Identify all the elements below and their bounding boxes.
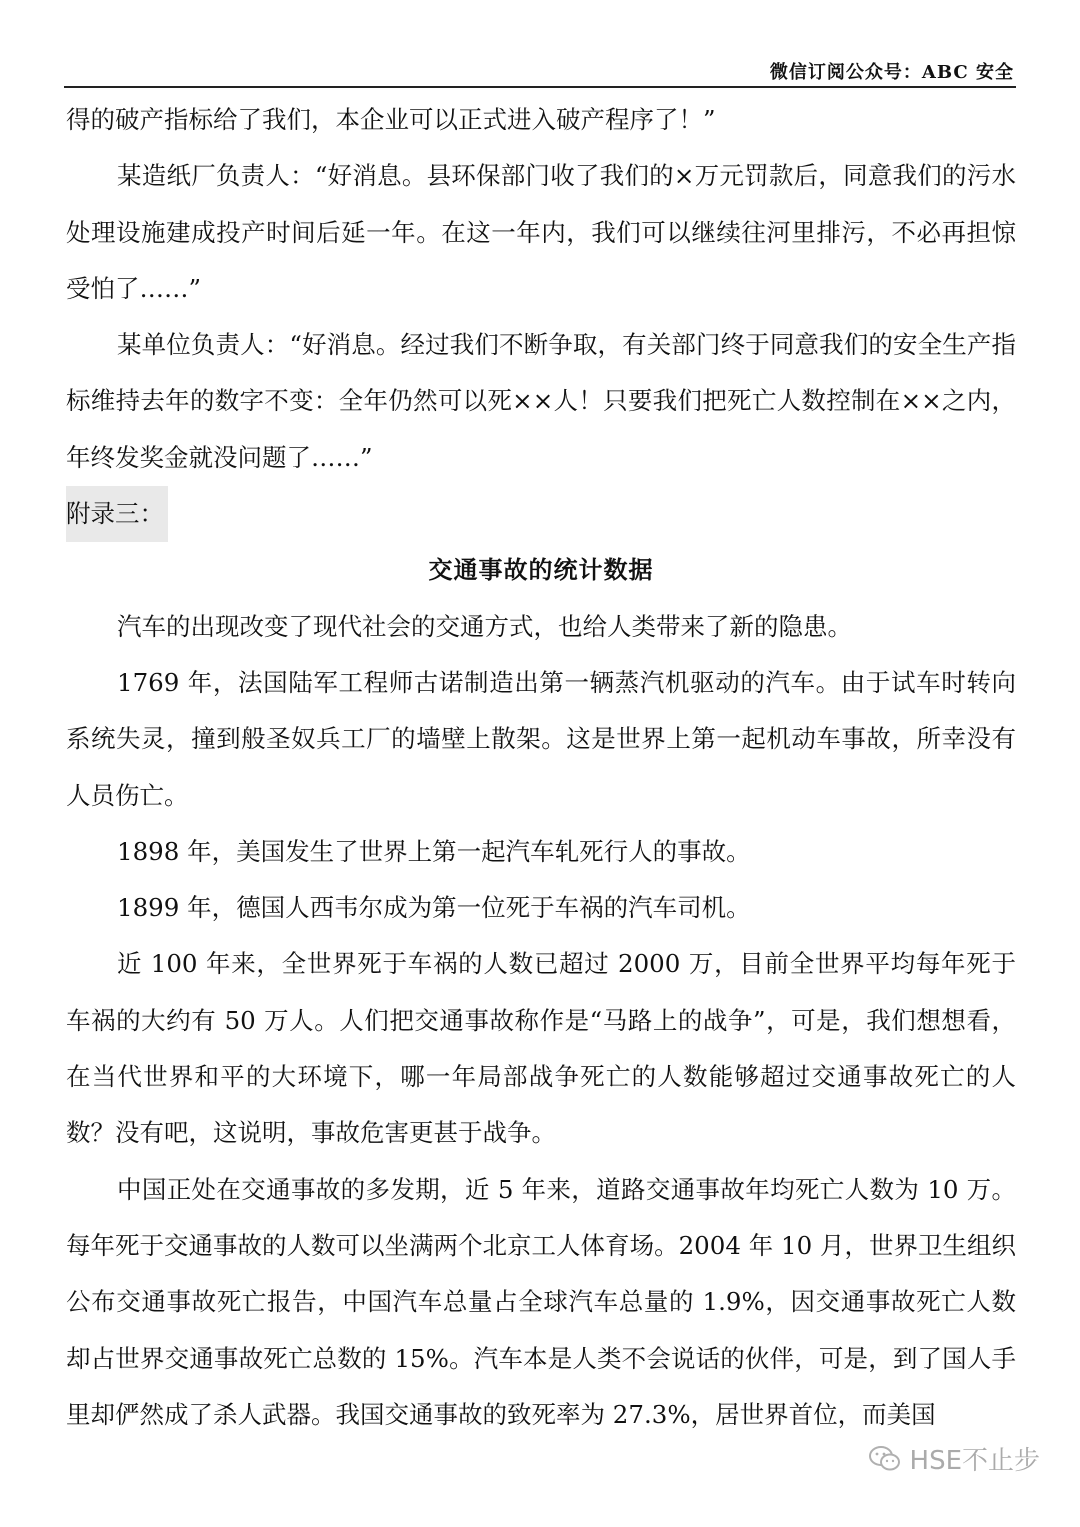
paragraph-continued: 得的破产指标给了我们，本企业可以正式进入破产程序了！” [66, 105, 716, 134]
paragraph-1898: 1898 年，美国发生了世界上第一起汽车轧死行人的事故。 [117, 836, 751, 866]
paragraph-1769: 1769 年，法国陆军工程师古诺制造出第一辆蒸汽机驱动的汽车。由于试车时转向系统失灵，撞到般圣奴兵工厂的墙壁上散架。这是世界上第一起机动车事故，所幸没有人员伤亡。 [66, 667, 1016, 810]
paragraph-100-years: 近 100 年来，全世界死于车祸的人数已超过 2000 万，目前全世界平均每年死于车祸的大约有 50 万人。人们把交通事故称作是“马路上的战争”，可是，我们想想看，在当代世界和平的大环境下，哪一年局部战争死亡的人数能够超过交通事故死亡的人数？没有吧，这说明，事故危害更甚于战争。 [66, 949, 1016, 1148]
appendix-heading-row [66, 486, 1016, 542]
document-body [66, 92, 1016, 1443]
watermark-text: HSE不止步 [909, 1446, 1040, 1476]
paragraph-1899: 1899 年，德国人西韦尔成为第一位死于车祸的汽车司机。 [117, 893, 751, 923]
paragraph-safety-quota: 某单位负责人：“好消息。经过我们不断争取，有关部门终于同意我们的安全生产指标维持去年的数字不变：全年仍然可以死××人！只要我们把死亡人数控制在××之内，年终发奖金就没问题了……” [66, 330, 1016, 472]
paragraph-china: 中国正处在交通事故的多发期，近 5 年来，道路交通事故年均死亡人数为 10 万。每年死于交通事故的人数可以坐满两个北京工人体育场。2004 年 10 月，世界卫生组织公布交通事故死亡报告，中国汽车总量占全球汽车总量的 1.9%，因交通事故死亡人数却占世界交通事故死亡总数的 15%。汽车本是人类不会说话的伙伴，可是，到了国人手里却俨然成了杀人武器。我国交通事故的致死率为 27.3%，居世界首位，而美国 [66, 1174, 1016, 1429]
paragraph-paper-mill: 某造纸厂负责人：“好消息。县环保部门收了我们的×万元罚款后，同意我们的污水处理设施建成投产时间后延一年。在这一年内，我们可以继续往河里排污，不必再担惊受怕了……” [66, 161, 1016, 303]
section-title: 交通事故的统计数据 [428, 555, 654, 585]
header-label: 微信订阅公众号：ABC 安全 [769, 62, 1014, 83]
header-divider [64, 86, 1016, 88]
appendix-label: 附录三： [66, 486, 168, 542]
wechat-icon [868, 1444, 902, 1474]
paragraph-intro: 汽车的出现改变了现代社会的交通方式，也给人类带来了新的隐患。 [117, 611, 852, 641]
watermark [868, 1440, 1040, 1477]
